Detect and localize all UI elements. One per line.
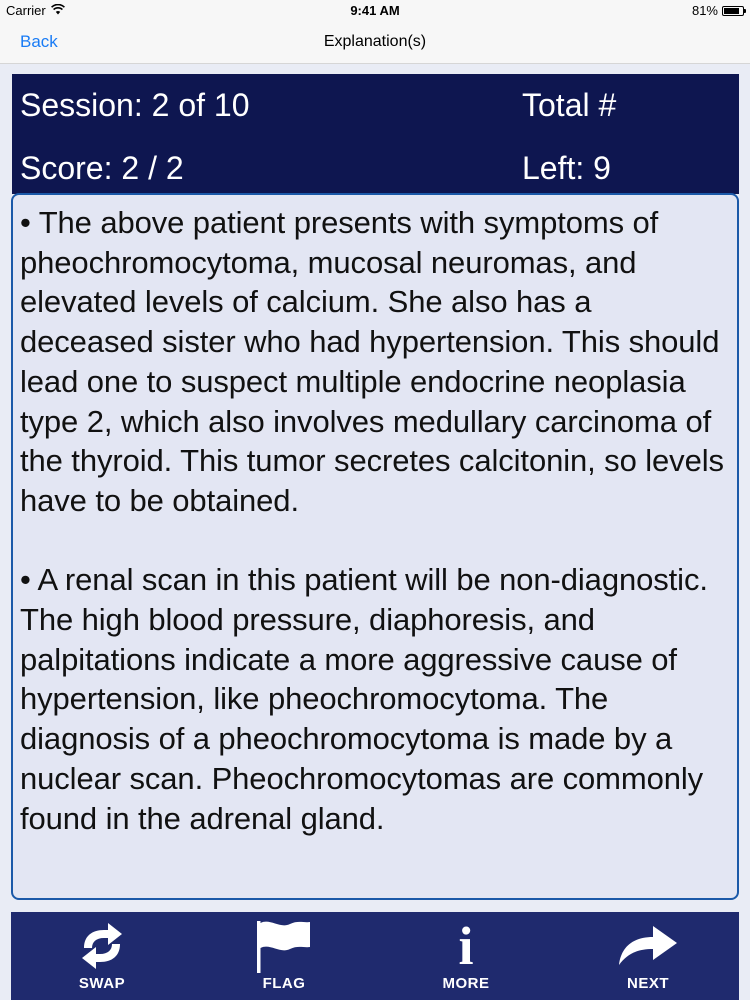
explanation-panel[interactable] [11, 193, 739, 900]
carrier-label: Carrier [6, 3, 46, 18]
more-label: MORE [442, 975, 490, 992]
navigation-bar [0, 22, 750, 64]
forward-arrow-icon [617, 919, 679, 973]
remaining-counter: Left: 9 [522, 150, 611, 186]
battery-percent: 81% [691, 3, 718, 18]
explanation-paragraph: • The above patient presents with symptoms of pheochromocytoma, mucosal neuromas, and elevated levels of calcium. She also has a deceased sister who had hypertension. This should lead one to suspect multiple endocrine neoplasia type 2, which also involves medullary carcinoma of the thyroid. This tumor secretes calcitonin, so levels have to be obtained. [20, 205, 724, 518]
page-title: Explanation(s) [323, 33, 427, 50]
info-icon [458, 916, 474, 976]
battery-level-fill [724, 8, 739, 14]
next-label: NEXT [626, 975, 669, 992]
flag-label: FLAG [262, 975, 306, 992]
flag-icon [254, 919, 314, 973]
info-glyph: i [458, 916, 474, 976]
total-label: Total # [522, 87, 617, 123]
swap-label: SWAP [78, 975, 126, 992]
battery-icon [722, 6, 744, 16]
status-bar [0, 0, 750, 22]
bottom-toolbar [11, 912, 739, 1000]
swap-arrows-icon [74, 919, 130, 973]
score-counter: Score: 2 / 2 [20, 150, 184, 186]
explanation-paragraph: • A renal scan in this patient will be non-diagnostic. The high blood pressure, diaphoresis, and palpitations indicate a more aggressive cause of hypertension, like pheochromocytoma. The diagnosis of a pheochromocytoma is made by a nuclear scan. Pheochromocytomas are commonly found in the adrenal gland. [20, 562, 708, 836]
status-battery-group [692, 3, 744, 18]
flag-button[interactable] [224, 912, 344, 1000]
session-header [12, 74, 739, 194]
session-counter: Session: 2 of 10 [20, 87, 250, 123]
next-button[interactable] [588, 912, 708, 1000]
status-time: 9:41 AM [350, 3, 400, 18]
more-button[interactable] [406, 912, 526, 1000]
back-button[interactable]: Back [20, 32, 58, 51]
swap-button[interactable] [42, 912, 162, 1000]
